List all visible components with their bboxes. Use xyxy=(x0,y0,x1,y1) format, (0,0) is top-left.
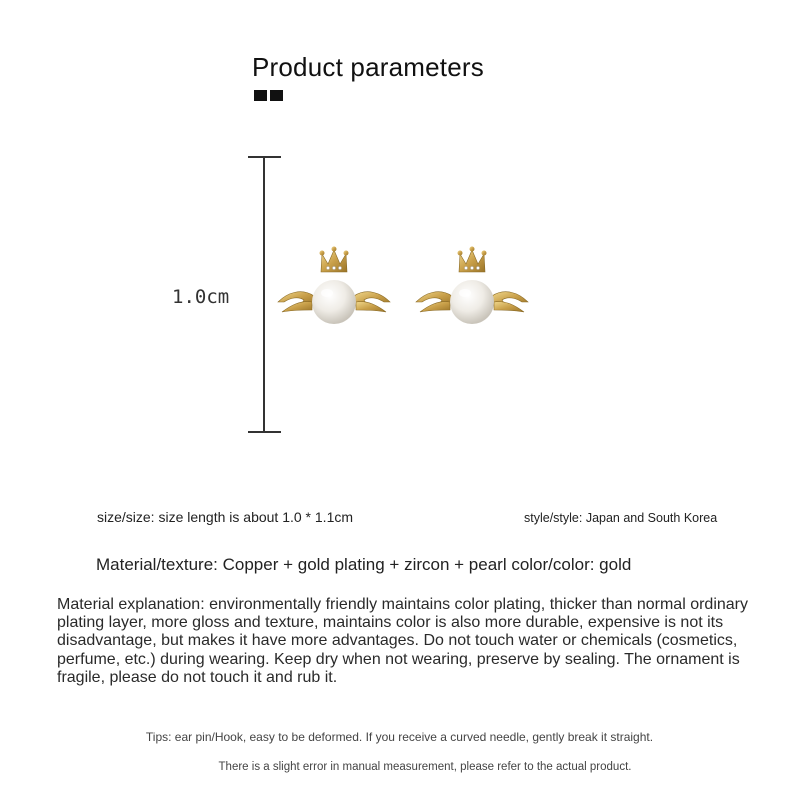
spec-style: style/style: Japan and South Korea xyxy=(524,511,718,525)
page-title: Product parameters xyxy=(252,52,484,82)
spec-size: size/size: size length is about 1.0 * 1.1cm xyxy=(97,509,354,525)
product-image xyxy=(272,232,540,352)
spec-material: Material/texture: Copper + gold plating + zircon + pearl color/color: gold xyxy=(96,555,632,574)
title-decoration xyxy=(254,90,284,101)
material-explanation: Material explanation: environmentally friendly maintains color plating, thicker than normal ordinary plating layer, more gloss and texture, maintains color is also more durable, expensive is not its disadvantage, but makes it have more advantages. Do not touch water or chemicals (cosmetics, perfume, etc.) during wearing. Keep dry when not wearing, preserve by sealing. The ornament is fragile, please do not touch it and rub it. xyxy=(57,596,749,686)
footer-note: There is a slight error in manual measurement, please refer to the actual product. xyxy=(218,761,632,773)
footer-tips: Tips: ear pin/Hook, easy to be deformed. If you receive a curved needle, gently break it straight. xyxy=(145,730,654,744)
measurement-label: 1.0cm xyxy=(172,286,230,308)
